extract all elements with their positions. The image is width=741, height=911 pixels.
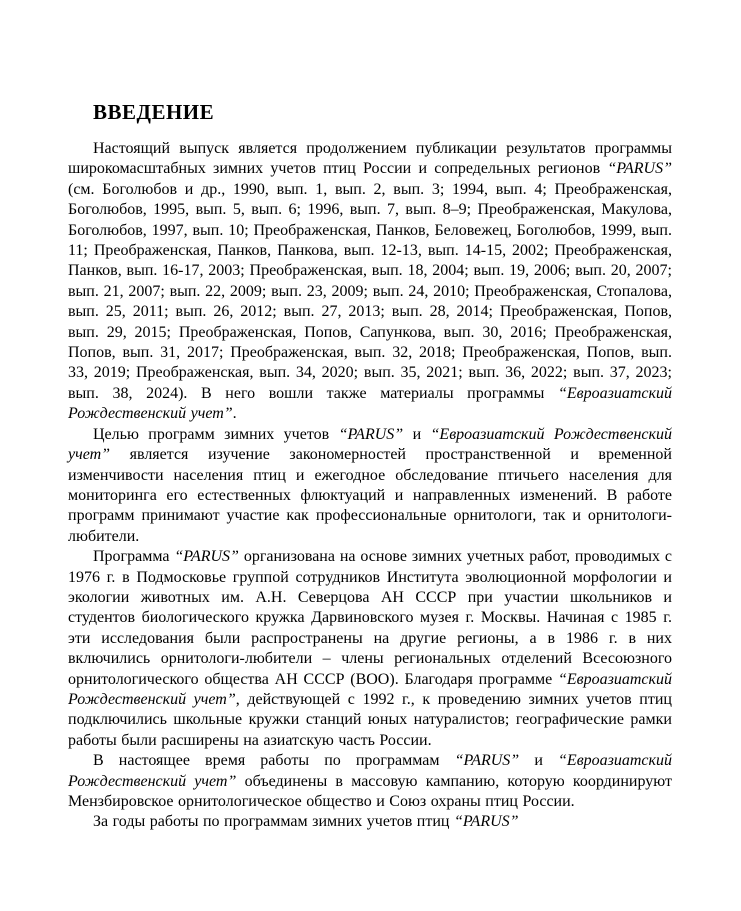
- text-segment: является изучение закономерностей пространственной и временной изменчивости населения птиц и ежегодное обследование птичьего населения для мониторинга его естественных флюктуаций и направленных изменений. В работе программ принимают участие как профессиональные орнитологи, так и орнитологи-любители.: [68, 446, 672, 545]
- paragraph-3: [68, 547, 672, 751]
- text-segment: За годы работы по программам зимних учетов птиц: [93, 813, 454, 831]
- italic-text-segment: “Евроазиатский Рождественский учет”: [68, 670, 672, 708]
- text-segment: Программа: [93, 548, 175, 566]
- text-segment: .: [232, 405, 237, 423]
- italic-text-segment: “Евроазиатский Рождественский учет”: [68, 752, 673, 790]
- text-segment: Целью программ зимних учетов: [93, 425, 339, 443]
- italic-text-segment: “PARUS”: [174, 548, 239, 566]
- paragraph-5-clipped-at-page-bottom: [68, 812, 672, 832]
- paragraph-2: [68, 425, 672, 547]
- page-title: ВВЕДЕНИЕ: [93, 100, 215, 124]
- text-segment: (см. Боголюбов и др., 1990, вып. 1, вып. 2, вып. 3; 1994, вып. 4; Преображенская, Боголюбов, 1995, вып. 5, вып. 6; 1996, вып. 7, вып. 8–9; Преображенская, Макулова, Боголюбов, 1997, вып. 10; Преображенская, Панков, Беловежец, Боголюбов, 1999, вып. 11; Преображенская, Панков, Панкова, вып. 12-13, вып. 14-15, 2002; Преображенская, Панков, вып. 16-17, 2003; Преображенская, вып. 18, 2004; вып. 19, 2006; вып. 20, 2007; вып. 21, 2007; вып. 22, 2009; вып. 23, 2009; вып. 24, 2010; Преображенская, Стопалова, вып. 25, 2011; вып. 26, 2012; вып. 27, 2013; вып. 28, 2014; Преображенская, Попов, вып. 29, 2015; Преображенская, Попов, Сапункова, вып. 30, 2016; Преображенская, Попов, вып. 31, 2017; Преображенская, вып. 32, 2018; Преображенская, Попов, вып. 33, 2019; Преображенская, вып. 34, 2020; вып. 35, 2021; вып. 36, 2022; вып. 37, 2023; вып. 38, 2024). В него вошли также материалы программы: [68, 180, 672, 402]
- paragraph-4: [68, 751, 672, 812]
- text-segment: организована на основе зимних учетных работ, проводимых с 1976 г. в Подмосковье группой сотрудников Института эволюционной морфологии и экологии животных им. А.Н. Северцова АН СССР при участии школьников и студентов биологического кружка Дарвиновского музея г. Москвы. Начиная с 1985 г. эти исследования были распространены на другие регионы, а в 1986 г. в них включились орнитологи-любители – члены региональных отделений Всесоюзного орнитологического общества АН СССР (ВОО). Благодаря программе: [68, 548, 672, 688]
- text-segment: и: [519, 752, 559, 770]
- text-segment: и: [403, 425, 431, 443]
- italic-text-segment: “Евроазиатский Рождественский учет”: [68, 425, 673, 464]
- paragraph-1: [68, 139, 672, 425]
- text-segment: Настоящий выпуск является продолжением публикации результатов программы широкомасштабных зимних учетов птиц России и сопредельных регионов: [68, 140, 672, 178]
- italic-text-segment: “PARUS”: [607, 160, 672, 178]
- text-segment: , действующей с 1992 г., к проведению зимних учетов птиц подключились школьные кружки станций юных натуралистов; географические рамки работы были расширены на азиатскую часть России.: [68, 690, 672, 749]
- text-segment: объединены в массовую кампанию, которую координируют Мензбировское орнитологическое общество и Союз охраны птиц России.: [68, 772, 672, 810]
- italic-text-segment: “PARUS”: [338, 425, 404, 443]
- italic-text-segment: “Евроазиатский Рождественский учет”: [68, 384, 672, 423]
- italic-text-segment: “PARUS”: [453, 813, 519, 831]
- italic-text-segment: “PARUS”: [454, 752, 520, 770]
- document-body: [68, 139, 672, 833]
- text-segment: В настоящее время работы по программам: [93, 752, 455, 770]
